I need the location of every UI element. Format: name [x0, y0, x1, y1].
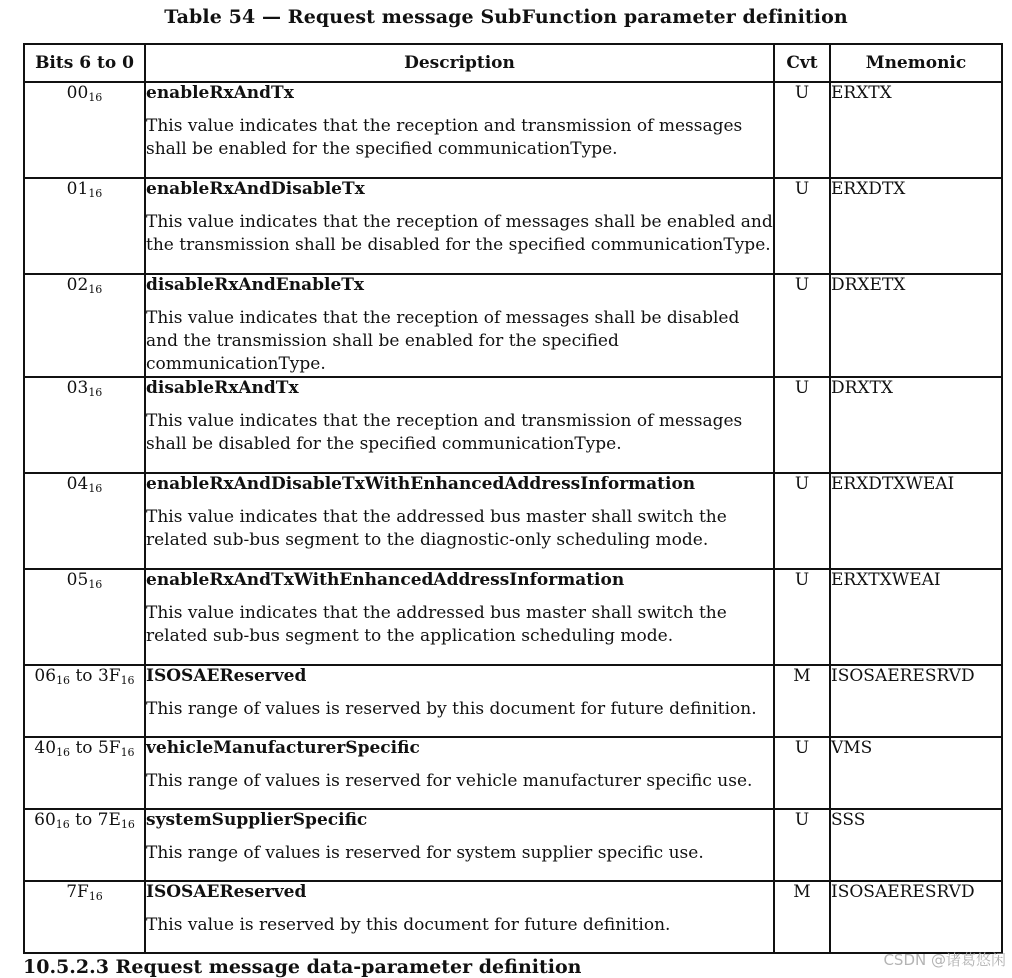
description-cell — [145, 881, 774, 953]
table-row — [24, 665, 1002, 737]
description-cell — [145, 737, 774, 809]
bits-value: 7F — [66, 882, 89, 902]
description-cell — [145, 809, 774, 881]
bits-range-word: to — [70, 666, 98, 686]
cvt-cell: M — [774, 665, 830, 737]
bits-value: 00 — [66, 83, 89, 103]
description-cell — [145, 274, 774, 377]
bits-end-base: 16 — [120, 818, 135, 831]
table-row — [24, 737, 1002, 809]
subfunction-table — [23, 43, 1003, 954]
mnemonic-cell: DRXTX — [830, 377, 1002, 473]
bits-cell — [24, 569, 145, 665]
parameter-description: This value indicates that the addressed bus master shall switch the related sub-bus segment to the diagnostic-only scheduling mode. — [146, 507, 727, 550]
bits-base: 16 — [55, 818, 70, 831]
bits-base: 16 — [56, 674, 71, 687]
parameter-name: enableRxAndDisableTxWithEnhancedAddressInformation — [146, 474, 696, 494]
bits-base: 16 — [88, 283, 103, 296]
bits-cell — [24, 809, 145, 881]
header-cvt: Cvt — [774, 44, 830, 82]
cvt-cell: U — [774, 569, 830, 665]
table-header-row — [24, 44, 1002, 82]
bits-range-word: to — [69, 810, 98, 830]
mnemonic-cell: ISOSAERESRVD — [830, 665, 1002, 737]
header-bits: Bits 6 to 0 — [24, 44, 145, 82]
bits-end-base: 16 — [120, 746, 135, 759]
bits-base: 16 — [88, 890, 103, 903]
bits-value: 03 — [66, 378, 89, 398]
mnemonic-cell: DRXETX — [830, 274, 1002, 377]
bits-value: 60 — [34, 810, 56, 830]
parameter-description: This value is reserved by this document for future definition. — [146, 915, 671, 935]
parameter-description: This value indicates that the reception and transmission of messages shall be enabled for the specified communicationType. — [146, 116, 743, 159]
cvt-cell: U — [774, 737, 830, 809]
bits-value: 40 — [34, 738, 57, 758]
mnemonic-cell: ERXDTXWEAI — [830, 473, 1002, 569]
description-cell — [145, 473, 774, 569]
section-heading: 10.5.2.3 Request message data-parameter definition — [23, 956, 582, 978]
bits-value: 06 — [34, 666, 57, 686]
parameter-name: enableRxAndTx — [146, 83, 294, 103]
bits-cell — [24, 178, 145, 274]
parameter-description: This value indicates that the reception of messages shall be enabled and the transmission shall be disabled for the specified communicationType. — [146, 212, 773, 255]
bits-cell — [24, 881, 145, 953]
parameter-name: ISOSAEReserved — [146, 666, 307, 686]
table-caption: Table 54 — Request message SubFunction parameter definition — [164, 6, 848, 28]
description-cell — [145, 377, 774, 473]
bits-cell — [24, 473, 145, 569]
parameter-description: This range of values is reserved by this document for future definition. — [146, 699, 757, 719]
parameter-description: This value indicates that the addressed bus master shall switch the related sub-bus segment to the application scheduling mode. — [146, 603, 727, 646]
parameter-description: This value indicates that the reception and transmission of messages shall be disabled for the specified communicationType. — [146, 411, 743, 454]
bits-base: 16 — [88, 187, 103, 200]
cvt-cell: U — [774, 377, 830, 473]
parameter-name: enableRxAndDisableTx — [146, 179, 365, 199]
watermark-text: CSDN @诸葛悠闲 — [883, 951, 1006, 969]
parameter-name: enableRxAndTxWithEnhancedAddressInformation — [146, 570, 625, 590]
mnemonic-cell: VMS — [830, 737, 1002, 809]
cvt-cell: U — [774, 274, 830, 377]
description-cell — [145, 178, 774, 274]
mnemonic-cell: ERXTXWEAI — [830, 569, 1002, 665]
cvt-cell: U — [774, 82, 830, 178]
description-cell — [145, 569, 774, 665]
mnemonic-cell: ERXTX — [830, 82, 1002, 178]
bits-base: 16 — [88, 386, 103, 399]
cvt-cell: M — [774, 881, 830, 953]
table-row — [24, 881, 1002, 953]
parameter-name: disableRxAndTx — [146, 378, 299, 398]
parameter-name: disableRxAndEnableTx — [146, 275, 365, 295]
header-description: Description — [145, 44, 774, 82]
table-row — [24, 377, 1002, 473]
bits-end-value: 7E — [97, 810, 121, 830]
bits-cell — [24, 274, 145, 377]
bits-base: 16 — [88, 91, 103, 104]
table-row — [24, 178, 1002, 274]
bits-cell — [24, 737, 145, 809]
header-mnemonic: Mnemonic — [830, 44, 1002, 82]
parameter-description: This range of values is reserved for vehicle manufacturer specific use. — [146, 771, 753, 791]
mnemonic-cell: ISOSAERESRVD — [830, 881, 1002, 953]
parameter-name: vehicleManufacturerSpecific — [146, 738, 420, 758]
bits-base: 16 — [88, 578, 103, 591]
bits-cell — [24, 377, 145, 473]
bits-base: 16 — [56, 746, 71, 759]
bits-end-value: 3F — [97, 666, 121, 686]
mnemonic-cell: SSS — [830, 809, 1002, 881]
bits-end-base: 16 — [120, 674, 135, 687]
description-cell — [145, 665, 774, 737]
bits-value: 04 — [66, 474, 89, 494]
bits-value: 01 — [66, 179, 89, 199]
bits-cell — [24, 665, 145, 737]
bits-end-value: 5F — [97, 738, 121, 758]
cvt-cell: U — [774, 178, 830, 274]
table-row — [24, 82, 1002, 178]
table-row — [24, 809, 1002, 881]
table-row — [24, 274, 1002, 377]
bits-value: 05 — [66, 570, 89, 590]
bits-value: 02 — [66, 275, 89, 295]
parameter-name: ISOSAEReserved — [146, 882, 307, 902]
bits-cell — [24, 82, 145, 178]
mnemonic-cell: ERXDTX — [830, 178, 1002, 274]
table-row — [24, 473, 1002, 569]
cvt-cell: U — [774, 809, 830, 881]
bits-base: 16 — [88, 482, 103, 495]
parameter-name: systemSupplierSpecific — [146, 810, 368, 830]
cvt-cell: U — [774, 473, 830, 569]
parameter-description: This value indicates that the reception of messages shall be disabled and the transmission shall be enabled for the specified communicationType. — [146, 308, 740, 374]
description-cell — [145, 82, 774, 178]
parameter-description: This range of values is reserved for system supplier specific use. — [146, 843, 704, 863]
bits-range-word: to — [70, 738, 98, 758]
table-row — [24, 569, 1002, 665]
